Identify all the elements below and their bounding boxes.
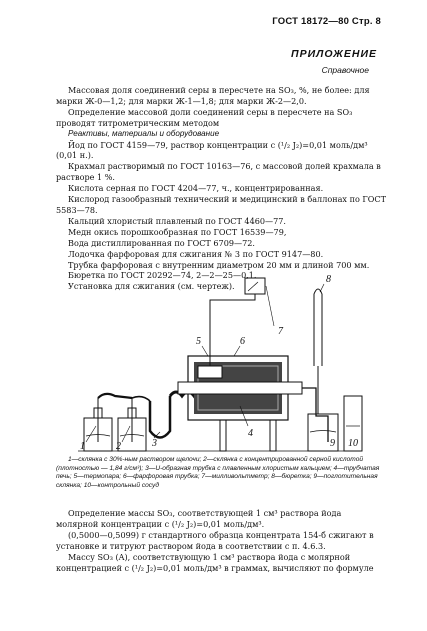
list-item: Крахмал растворимый по ГОСТ 10163—76, с массовой долей крахмала в растворе 1 %. (56, 161, 381, 183)
paragraph: (0,5000—0,5099) г стандартного образца концентрата 154-б сжигают в установке и титруют раствором йода в соответствии с п. 4.6.3. (56, 529, 374, 551)
list-item: Установка для сжигания (см. чертеж). (68, 281, 235, 292)
page-header: ГОСТ 18172—80 Стр. 8 (272, 16, 381, 27)
list-item: Йод по ГОСТ 4159—79, раствор концентрации с (¹/₂ J₂)=0,01 моль/дм³ (0,01 н.). (56, 139, 368, 161)
figure-label: 1 (80, 441, 85, 452)
figure-label: 10 (348, 438, 358, 449)
paragraph: Массовая доля соединений серы в пересчете на SO₃, %, не более: для марки Ж-0—1,2; для марки Ж-1—1,8; для марки Ж-2—2,0. (56, 85, 370, 106)
list-item: Вода дистиллированная по ГОСТ 6709—72. (68, 237, 255, 248)
figure-label: 7 (278, 326, 283, 337)
paragraph: Определение массовой доли соединений серы в пересчете на SO₃ проводят титрометрическим методом (56, 106, 353, 128)
list-item: Кислота серная по ГОСТ 4204—77, ч., концентрированная. (68, 183, 324, 194)
section-heading: Реактивы, материалы и оборудование (68, 128, 220, 138)
paragraph: Определение массы SO₃, соответствующей 1 см³ раствора йода молярной концентрации с (¹/₂ J₂)=0,01 моль/дм³. (56, 508, 342, 529)
apparatus-diagram (70, 246, 370, 456)
list-item: Кислород газообразный технический и медицинский в баллонах по ГОСТ 5583—78. (56, 194, 386, 215)
figure-label: 8 (326, 274, 331, 285)
figure-label: 6 (240, 336, 245, 347)
list-item: Медн окись порошкообразная по ГОСТ 16539—79, (68, 226, 287, 237)
appendix-subtitle: Справочное (321, 65, 369, 75)
paragraph: Массу SO₃ (A), соответствующую 1 см³ раствора йода с молярной концентрацией с (¹/₂ J₂)=0,01 моль/дм³ в граммах, вычисляют по формуле (56, 551, 374, 573)
figure-label: 9 (330, 438, 335, 449)
list-item: Бюретка по ГОСТ 20292—74, 2—2—25—0,1. (68, 270, 257, 281)
figure-label: 2 (116, 441, 121, 452)
figure-label: 5 (196, 336, 201, 347)
list-item: Лодочка фарфоровая для сжигания № 3 по ГОСТ 9147—80. (68, 248, 324, 259)
figure-label: 4 (248, 428, 253, 439)
tail-text (56, 508, 386, 573)
figure-caption: 1—склянка с 30%-ным раствором щелочи; 2—склянка с концентрированной серной кислотой (плотностью — 1,84 г/см³); 3—U-образная трубка с плавленным хлористым кальцием; 4—трубчатая печь; 5—термопара; 6—фарфоровая трубка; 7—милливольтметр; 8—бюретка; 9—поглотительная склянка; 10—контрольный сосуд (56, 456, 380, 489)
list-item: Кальций хлористый плавленый по ГОСТ 4460—77. (68, 215, 286, 226)
list-item: Трубка фарфоровая с внутренним диаметром 20 мм и длиной 700 мм. (68, 259, 370, 270)
figure-label: 3 (152, 438, 157, 449)
appendix-title: ПРИЛОЖЕНИЕ (291, 48, 377, 60)
